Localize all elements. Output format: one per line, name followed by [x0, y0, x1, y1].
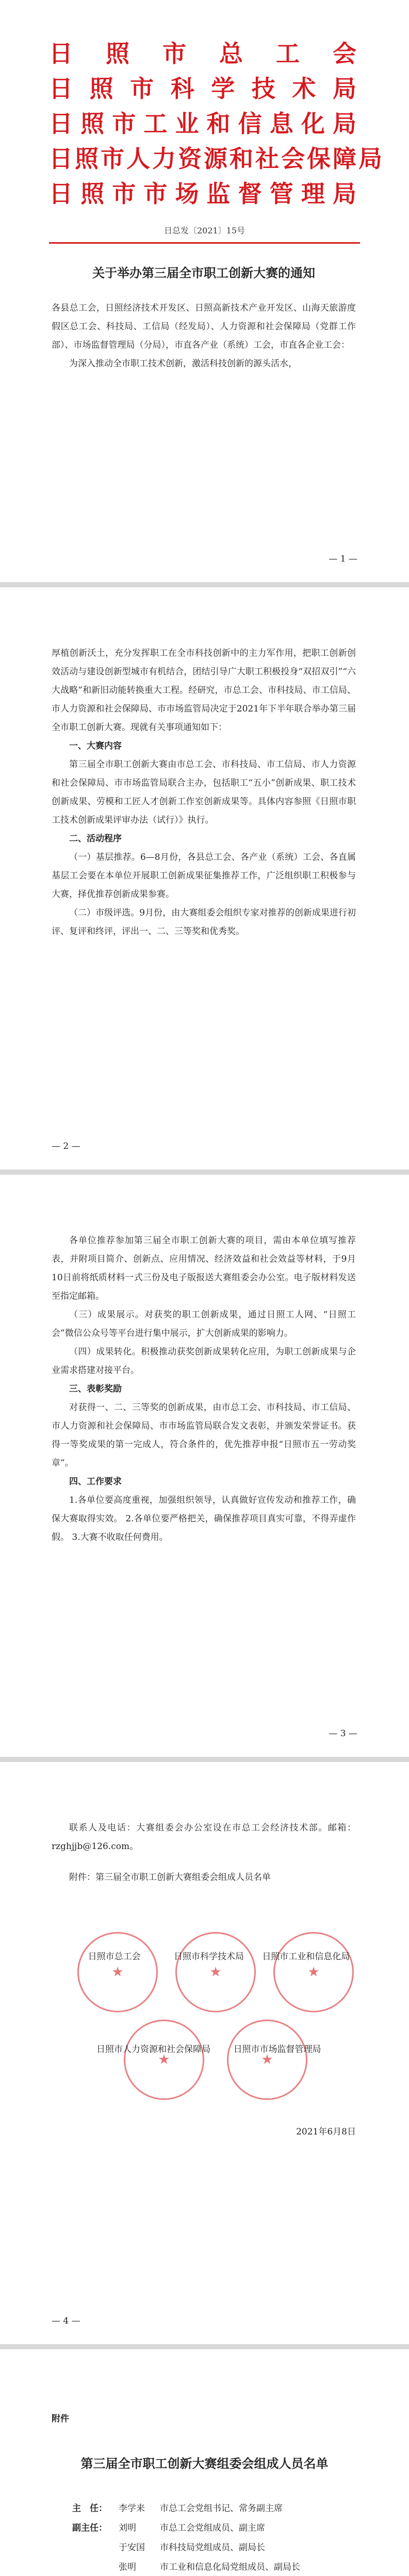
issuer-name: 日照市人力资源和社会保障局	[49, 145, 384, 173]
paragraph: （一）基层推荐。6—8月份，各县总工会、各产业（系统）工会、各直属基层工会要在本单位开展职工创新成果征集推荐工作，广泛组织职工积极参与大赛，择优推荐创新成果参赛。	[52, 852, 356, 900]
list-item: 副主任： 刘明 市总工会党组成员、副主席	[72, 2523, 265, 2533]
paragraph: （二）市级评选。9月份，由大赛组委会组织专家对推荐的创新成果进行初评、复评和终评，评出一、二、三等奖和优秀奖。	[52, 908, 356, 937]
body	[52, 1231, 356, 1547]
body	[52, 1819, 356, 1887]
paragraph: 对获得一、二、三等奖的创新成果，由市总工会、市科技局、市工信局、市人力资源和社会保障局、市市场监管局联合发文表彰，并颁发荣誉证书。获得一等奖成果的第一完成人，符合条件的，优先推荐申报“日照市五一劳动奖章”。	[52, 1402, 356, 1468]
body	[52, 644, 356, 941]
document-number: 日总发〔2021〕15号	[163, 226, 246, 235]
paragraph: 为深入推动全市职工技术创新，激活科技创新的源头活水，	[69, 359, 297, 369]
attachment-note: 附件：第三届全市职工创新大赛组委会组成人员名单	[69, 1872, 271, 1883]
paragraph: （三）成果展示。对获奖的职工创新成果，通过日照工人网、“日照工会”微信公众号等平台进行集中展示，扩大创新成果的影响力。	[52, 1310, 356, 1338]
official-seal-icon	[175, 1932, 256, 2012]
document-title: 关于举办第三届全市职工创新大赛的通知	[92, 265, 315, 280]
signatory: 日照市工业和信息化局	[262, 1952, 350, 1962]
paragraph: 厚植创新沃土，充分发挥职工在全市科技创新中的主力军作用，把职工创新创效活动与建设创新型城市有机结合，团结引导广大职工积极投身“双招双引”“六大战略”和新旧动能转换重大工程。经研究，市总工会、市科技局、市工信局、市人力资源和社会保障局、市市场监管局决定于2021年下半年联合举办第三届全市职工创新大赛。现就有关事项通知如下：	[52, 648, 356, 733]
annex-title: 第三届全市职工创新大赛组委会组成人员名单	[80, 2456, 329, 2471]
section-heading: 二、活动程序	[69, 834, 122, 844]
page-number: — 4 —	[52, 2316, 80, 2326]
signatory: 日照市人力资源和社会保障局	[96, 2044, 210, 2055]
paragraph: 第三届全市职工创新大赛由市总工会、市科技局、市工信局、市人力资源和社会保障局、市市场监管局联合主办，包括职工“五小”创新成果、职工技术创新成果、劳模和工匠人才创新工作室创新成果等。具体内容参照《日照市职工技术创新成果评审办法（试行）》执行。	[52, 759, 356, 825]
page-1	[0, 0, 409, 582]
paragraph: 联系人及电话：大赛组委会办公室设在市总工会经济技术部。邮箱：rzghjjb@126.com。	[52, 1823, 356, 1852]
annex-label: 附件	[52, 2414, 69, 2424]
issuer-name: 日照市市场监督管理局	[49, 180, 358, 208]
page-number: — 2 —	[52, 1141, 80, 1151]
committee-list	[72, 2499, 361, 2576]
page-5	[0, 2349, 409, 2576]
recipients: 各县总工会，日照经济技术开发区、日照高新技术产业开发区、山海天旅游度假区总工会、科技局、工信局（经发局）、人力资源和社会保障局（党群工作部）、市场监督管理局（分局），市直各产业（系统）工会，市直各企业工会：	[52, 303, 356, 350]
official-seal-icon	[124, 2020, 204, 2100]
signatory: 日照市科学技术局	[173, 1952, 244, 1962]
paragraph: 1.各单位要高度重视，加强组织领导，认真做好宣传发动和推荐工作，确保大赛取得实效。 2.各单位要严格把关，确保推荐项目真实可靠，不得弄虚作假。 3.大赛不收取任何费用。	[52, 1495, 356, 1543]
page-2	[0, 587, 409, 1170]
issuer-name: 日照市科学技术局	[49, 75, 358, 103]
official-seal-icon	[273, 1932, 354, 2012]
paragraph: 各单位推荐参加第三届全市职工创新大赛的项目，需由本单位填写推荐表，并附项目简介、创新点、应用情况、经济效益和社会效益等材料，于9月10日前将纸质材料一式三份及电子版报送大赛组委会办公室。电子版材料发送至指定邮箱。	[52, 1235, 356, 1301]
official-seal-icon	[227, 2020, 307, 2100]
issuer-header	[49, 36, 384, 211]
page-number: — 3 —	[329, 1728, 357, 1739]
paragraph: （四）成果转化。积极推动获奖创新成果转化应用，为职工创新成果与企业需求搭建对接平台。	[52, 1347, 356, 1376]
issuer-name: 日照市总工会	[49, 40, 358, 67]
page-3	[0, 1175, 409, 1757]
issuer-name: 日照市工业和信息化局	[49, 110, 358, 138]
list-item: 于安国 市科技局党组成员、副局长	[119, 2543, 265, 2553]
signatory: 日照市市场监督管理局	[233, 2044, 321, 2055]
page-number: — 1 —	[329, 554, 357, 564]
list-item: 张明 市工业和信息化局党组成员、副局长	[119, 2562, 300, 2572]
section-heading: 一、大赛内容	[69, 741, 122, 751]
sign-date: 2021年6月8日	[296, 2127, 356, 2137]
signature-block	[88, 2040, 335, 2059]
signature-block	[67, 1947, 356, 1966]
page-4	[0, 1762, 409, 2344]
signatory: 日照市总工会	[88, 1952, 141, 1962]
section-heading: 三、表彰奖励	[69, 1384, 122, 1394]
red-divider	[49, 242, 360, 244]
official-seal-icon	[77, 1932, 158, 2012]
body	[52, 299, 356, 373]
list-item: 主 任： 李学来 市总工会党组书记、常务副主席	[72, 2503, 283, 2514]
section-heading: 四、工作要求	[69, 1477, 122, 1487]
